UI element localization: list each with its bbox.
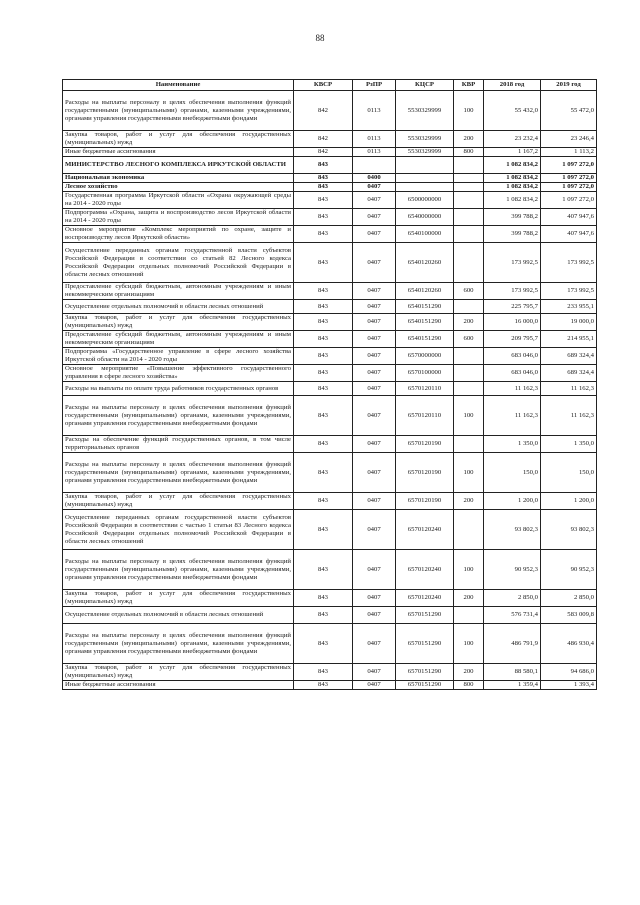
cell-2019: 19 000,0 [541, 314, 597, 331]
cell-kcsr: 6540120260 [396, 243, 454, 283]
cell-2019: 233 955,1 [541, 300, 597, 314]
cell-2019: 1 097 272,0 [541, 183, 597, 192]
cell-kvr [454, 510, 484, 550]
cell-kvr: 100 [454, 396, 484, 436]
table-row [63, 283, 597, 300]
cell-kcsr: 6570120110 [396, 382, 454, 396]
cell-kvr: 600 [454, 283, 484, 300]
cell-kcsr: 6570100000 [396, 365, 454, 382]
cell-name: Закупка товаров, работ и услуг для обеспечения государственных (муниципальных) нужд [63, 131, 294, 148]
cell-kcsr [396, 183, 454, 192]
cell-2019: 1 393,4 [541, 681, 597, 690]
page-number: 88 [315, 33, 325, 43]
table-row [63, 148, 597, 157]
cell-name: Расходы на выплаты персоналу в целях обеспечения выполнения функций государственными (муниципальными) органами, казенными учреждениями, органами управления государственными внебюджетными фондами [63, 91, 294, 131]
cell-rzpr: 0407 [353, 396, 396, 436]
cell-2018: 209 795,7 [484, 331, 541, 348]
cell-kvr: 600 [454, 331, 484, 348]
cell-name: Осуществление отдельных полномочий в области лесных отношений [63, 607, 294, 624]
cell-2018: 55 432,0 [484, 91, 541, 131]
cell-2018: 93 802,3 [484, 510, 541, 550]
cell-2018: 225 795,7 [484, 300, 541, 314]
table-row [63, 493, 597, 510]
cell-rzpr: 0407 [353, 664, 396, 681]
table-row [63, 192, 597, 209]
cell-kcsr: 6570151290 [396, 624, 454, 664]
cell-kvsr: 843 [294, 624, 353, 664]
header-kvr: КВР [454, 80, 484, 91]
cell-rzpr: 0407 [353, 348, 396, 365]
cell-rzpr: 0113 [353, 131, 396, 148]
cell-kcsr: 6540120260 [396, 283, 454, 300]
cell-name: Закупка товаров, работ и услуг для обеспечения государственных (муниципальных) нужд [63, 664, 294, 681]
cell-kvsr: 843 [294, 681, 353, 690]
cell-kvr [454, 436, 484, 453]
cell-kvr: 100 [454, 550, 484, 590]
cell-2019: 11 162,3 [541, 382, 597, 396]
cell-rzpr: 0407 [353, 209, 396, 226]
cell-name: Основное мероприятие «Повышение эффективного государственного управления в сфере лесного хозяйства» [63, 365, 294, 382]
cell-kvr [454, 183, 484, 192]
cell-kvr [454, 174, 484, 183]
cell-2019: 173 992,5 [541, 243, 597, 283]
cell-name: Предоставление субсидий бюджетным, автономным учреждениям и иным некоммерческим организациям [63, 331, 294, 348]
cell-kvr: 200 [454, 314, 484, 331]
cell-name: Основное мероприятие «Комплекс мероприятий по охране, защите и воспроизводству лесов Иркутской области» [63, 226, 294, 243]
cell-name: Подпрограмма «Государственное управление в сфере лесного хозяйства Иркутской области на 2014 - 2020 годы [63, 348, 294, 365]
cell-kcsr: 6570120110 [396, 396, 454, 436]
cell-kvsr: 843 [294, 209, 353, 226]
table-row [63, 243, 597, 283]
cell-kvsr: 843 [294, 493, 353, 510]
cell-kvsr: 843 [294, 590, 353, 607]
table-row [63, 314, 597, 331]
cell-kvsr: 843 [294, 607, 353, 624]
cell-2018: 11 162,3 [484, 396, 541, 436]
cell-2018: 2 850,0 [484, 590, 541, 607]
cell-2019: 150,0 [541, 453, 597, 493]
table-row [63, 91, 597, 131]
cell-rzpr: 0407 [353, 382, 396, 396]
cell-kvsr: 843 [294, 283, 353, 300]
cell-2018: 1 167,2 [484, 148, 541, 157]
cell-kcsr: 6570151290 [396, 607, 454, 624]
cell-rzpr: 0407 [353, 314, 396, 331]
cell-kcsr: 5530329999 [396, 148, 454, 157]
cell-kvsr: 843 [294, 331, 353, 348]
cell-name: Закупка товаров, работ и услуг для обеспечения государственных (муниципальных) нужд [63, 590, 294, 607]
cell-2019: 1 097 272,0 [541, 157, 597, 174]
table-row [63, 365, 597, 382]
cell-kcsr: 6570120190 [396, 493, 454, 510]
cell-kvr: 200 [454, 493, 484, 510]
cell-name: Осуществление отдельных полномочий в области лесных отношений [63, 300, 294, 314]
header-2018: 2018 год [484, 80, 541, 91]
cell-kvr [454, 300, 484, 314]
cell-name: Закупка товаров, работ и услуг для обеспечения государственных (муниципальных) нужд [63, 493, 294, 510]
table-row [63, 681, 597, 690]
cell-2018: 683 046,0 [484, 365, 541, 382]
cell-2019: 1 097 272,0 [541, 192, 597, 209]
cell-name: Предоставление субсидий бюджетным, автономным учреждениям и иным некоммерческим организациям [63, 283, 294, 300]
budget-table [62, 79, 597, 690]
header-name: Наименование [63, 80, 294, 91]
cell-kvsr: 843 [294, 314, 353, 331]
cell-kvsr: 843 [294, 192, 353, 209]
cell-2019: 11 162,3 [541, 396, 597, 436]
cell-rzpr: 0407 [353, 192, 396, 209]
cell-kcsr: 6540151290 [396, 314, 454, 331]
cell-rzpr: 0113 [353, 91, 396, 131]
cell-kcsr: 6570151290 [396, 681, 454, 690]
cell-kvsr: 843 [294, 348, 353, 365]
cell-kvsr: 843 [294, 365, 353, 382]
cell-2018: 90 952,3 [484, 550, 541, 590]
cell-kvr [454, 243, 484, 283]
cell-2018: 1 082 834,2 [484, 157, 541, 174]
header-2019: 2019 год [541, 80, 597, 91]
cell-rzpr: 0113 [353, 148, 396, 157]
cell-2019: 23 246,4 [541, 131, 597, 148]
cell-kvsr: 843 [294, 174, 353, 183]
cell-2019: 1 097 272,0 [541, 174, 597, 183]
cell-2019: 90 952,3 [541, 550, 597, 590]
cell-name: Национальная экономика [63, 174, 294, 183]
cell-kvsr: 843 [294, 157, 353, 174]
cell-2018: 1 082 834,2 [484, 174, 541, 183]
cell-kvsr: 843 [294, 300, 353, 314]
cell-kvr [454, 192, 484, 209]
cell-rzpr: 0407 [353, 607, 396, 624]
cell-2018: 1 082 834,2 [484, 192, 541, 209]
cell-kvr: 200 [454, 590, 484, 607]
cell-kvr [454, 382, 484, 396]
cell-2019: 407 947,6 [541, 209, 597, 226]
cell-kvr: 100 [454, 453, 484, 493]
cell-2018: 23 232,4 [484, 131, 541, 148]
cell-2018: 486 791,9 [484, 624, 541, 664]
cell-kvsr: 843 [294, 396, 353, 436]
table-row [63, 624, 597, 664]
cell-name: МИНИСТЕРСТВО ЛЕСНОГО КОМПЛЕКСА ИРКУТСКОЙ ОБЛАСТИ [63, 157, 294, 174]
cell-2019: 55 472,0 [541, 91, 597, 131]
cell-rzpr: 0407 [353, 436, 396, 453]
cell-kcsr: 5530329999 [396, 91, 454, 131]
cell-2018: 11 162,3 [484, 382, 541, 396]
cell-kvsr: 842 [294, 91, 353, 131]
cell-2019: 1 113,2 [541, 148, 597, 157]
cell-2019: 214 955,1 [541, 331, 597, 348]
table-row [63, 664, 597, 681]
cell-kvsr: 843 [294, 243, 353, 283]
cell-kvsr: 843 [294, 550, 353, 590]
cell-rzpr: 0407 [353, 681, 396, 690]
table-row [63, 590, 597, 607]
cell-kcsr: 6570151290 [396, 664, 454, 681]
table-row [63, 382, 597, 396]
cell-rzpr: 0407 [353, 300, 396, 314]
cell-rzpr: 0407 [353, 453, 396, 493]
cell-kcsr: 6500000000 [396, 192, 454, 209]
cell-2018: 576 731,4 [484, 607, 541, 624]
cell-kvsr: 842 [294, 131, 353, 148]
cell-2019: 94 686,0 [541, 664, 597, 681]
cell-rzpr: 0407 [353, 550, 396, 590]
cell-name: Расходы на выплаты персоналу в целях обеспечения выполнения функций государственными (муниципальными) органами, казенными учреждениями, органами управления государственными внебюджетными фондами [63, 624, 294, 664]
table-row [63, 607, 597, 624]
cell-rzpr: 0407 [353, 243, 396, 283]
cell-name: Государственная программа Иркутской области «Охрана окружающей среды на 2014 - 2020 годы [63, 192, 294, 209]
cell-2018: 173 992,5 [484, 283, 541, 300]
cell-kcsr [396, 174, 454, 183]
cell-kcsr: 6540000000 [396, 209, 454, 226]
cell-name: Иные бюджетные ассигнования [63, 148, 294, 157]
cell-kvr: 200 [454, 131, 484, 148]
cell-name: Иные бюджетные ассигнования [63, 681, 294, 690]
cell-kcsr: 6570120190 [396, 436, 454, 453]
cell-kvr [454, 209, 484, 226]
header-rzpr: РзПР [353, 80, 396, 91]
cell-kvr: 200 [454, 664, 484, 681]
table-row [63, 453, 597, 493]
table-row [63, 436, 597, 453]
cell-2018: 173 992,5 [484, 243, 541, 283]
cell-kvr [454, 607, 484, 624]
cell-2018: 88 580,1 [484, 664, 541, 681]
cell-rzpr: 0407 [353, 226, 396, 243]
cell-2019: 1 350,0 [541, 436, 597, 453]
table-row [63, 174, 597, 183]
cell-rzpr: 0407 [353, 493, 396, 510]
header-kvsr: КВСР [294, 80, 353, 91]
cell-2019: 173 992,5 [541, 283, 597, 300]
cell-rzpr: 0407 [353, 510, 396, 550]
header-kcsr: КЦСР [396, 80, 454, 91]
cell-rzpr: 0407 [353, 183, 396, 192]
table-row [63, 396, 597, 436]
cell-name: Расходы на обеспечение функций государственных органов, в том числе территориальных органов [63, 436, 294, 453]
cell-name: Осуществление переданных органам государственной власти субъектов Российской Федерации в соответствии с частью 1 статьи 83 Лесного кодекса Российской Федерации отдельных полномочий Российской Федерации в области лесных отношений [63, 510, 294, 550]
cell-2019: 486 930,4 [541, 624, 597, 664]
cell-name: Подпрограмма «Охрана, защита и воспроизводство лесов Иркутской области на 2014 - 2020 годы [63, 209, 294, 226]
table-row [63, 183, 597, 192]
cell-kvsr: 843 [294, 664, 353, 681]
cell-2019: 407 947,6 [541, 226, 597, 243]
cell-rzpr: 0407 [353, 283, 396, 300]
cell-2019: 689 324,4 [541, 365, 597, 382]
cell-kvsr: 843 [294, 436, 353, 453]
cell-rzpr [353, 157, 396, 174]
cell-2018: 150,0 [484, 453, 541, 493]
cell-kvsr: 843 [294, 226, 353, 243]
table-row [63, 226, 597, 243]
cell-rzpr: 0400 [353, 174, 396, 183]
table-row [63, 348, 597, 365]
cell-kcsr: 6570120240 [396, 510, 454, 550]
cell-kvr [454, 348, 484, 365]
cell-kvr: 100 [454, 91, 484, 131]
cell-name: Закупка товаров, работ и услуг для обеспечения государственных (муниципальных) нужд [63, 314, 294, 331]
cell-kcsr: 6540100000 [396, 226, 454, 243]
cell-rzpr: 0407 [353, 590, 396, 607]
cell-2019: 2 850,0 [541, 590, 597, 607]
cell-name: Расходы на выплаты по оплате труда работников государственных органов [63, 382, 294, 396]
cell-name: Осуществление переданных органам государственной власти субъектов Российской Федерации в соответствии со статьей 82 Лесного кодекса Российской Федерации отдельных полномочий Российской Федерации в области лесных отношений [63, 243, 294, 283]
cell-2018: 399 788,2 [484, 209, 541, 226]
cell-2018: 16 000,0 [484, 314, 541, 331]
table-row [63, 131, 597, 148]
cell-kvr: 100 [454, 624, 484, 664]
cell-kcsr: 6540151290 [396, 331, 454, 348]
cell-2018: 683 046,0 [484, 348, 541, 365]
cell-kvsr: 843 [294, 453, 353, 493]
cell-name: Расходы на выплаты персоналу в целях обеспечения выполнения функций государственными (муниципальными) органами, казенными учреждениями, органами управления государственными внебюджетными фондами [63, 396, 294, 436]
table-body [63, 91, 597, 690]
cell-2018: 1 082 834,2 [484, 183, 541, 192]
cell-name: Расходы на выплаты персоналу в целях обеспечения выполнения функций государственными (муниципальными) органами, казенными учреждениями, органами управления государственными внебюджетными фондами [63, 550, 294, 590]
cell-kvsr: 842 [294, 148, 353, 157]
cell-2019: 93 802,3 [541, 510, 597, 550]
cell-name: Лесное хозяйство [63, 183, 294, 192]
table-row [63, 209, 597, 226]
cell-kcsr: 6540151290 [396, 300, 454, 314]
cell-kvsr: 843 [294, 382, 353, 396]
cell-rzpr: 0407 [353, 331, 396, 348]
cell-kcsr: 5530329999 [396, 131, 454, 148]
cell-2018: 1 359,4 [484, 681, 541, 690]
cell-kcsr: 6570120240 [396, 550, 454, 590]
cell-2019: 1 200,0 [541, 493, 597, 510]
cell-2019: 583 009,8 [541, 607, 597, 624]
table-row [63, 550, 597, 590]
cell-kvsr: 843 [294, 510, 353, 550]
cell-kvr [454, 157, 484, 174]
cell-2018: 399 788,2 [484, 226, 541, 243]
cell-rzpr: 0407 [353, 365, 396, 382]
table-row [63, 300, 597, 314]
cell-kvsr: 843 [294, 183, 353, 192]
cell-kvr: 800 [454, 148, 484, 157]
cell-name: Расходы на выплаты персоналу в целях обеспечения выполнения функций государственными (муниципальными) органами, казенными учреждениями, органами управления государственными внебюджетными фондами [63, 453, 294, 493]
cell-kcsr [396, 157, 454, 174]
cell-kcsr: 6570120190 [396, 453, 454, 493]
cell-2019: 689 324,4 [541, 348, 597, 365]
cell-rzpr: 0407 [353, 624, 396, 664]
cell-2018: 1 350,0 [484, 436, 541, 453]
cell-kvr [454, 365, 484, 382]
cell-kvr: 800 [454, 681, 484, 690]
table-row [63, 331, 597, 348]
cell-2018: 1 200,0 [484, 493, 541, 510]
table-header-row [63, 80, 597, 91]
cell-kvr [454, 226, 484, 243]
cell-kcsr: 6570120240 [396, 590, 454, 607]
cell-kcsr: 6570000000 [396, 348, 454, 365]
table-row [63, 510, 597, 550]
table-row [63, 157, 597, 174]
